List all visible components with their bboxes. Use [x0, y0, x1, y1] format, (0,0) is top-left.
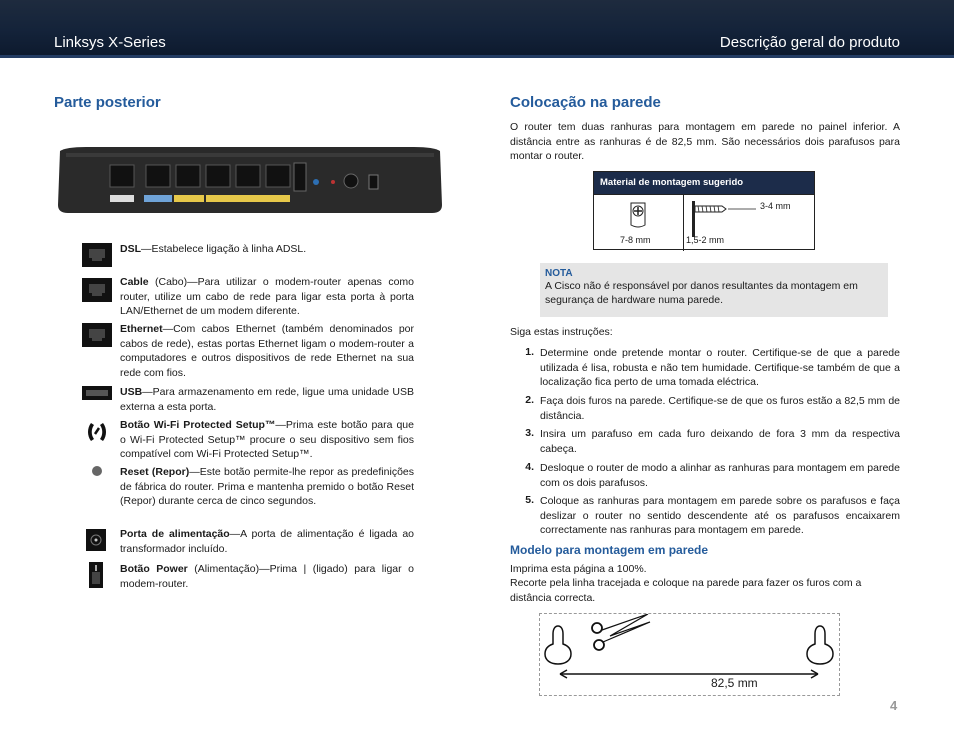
step-number: 5. — [525, 494, 534, 506]
usb-port-icon — [82, 386, 112, 400]
steps-intro: Siga estas instruções: — [510, 326, 613, 338]
screw-head-icon — [628, 201, 648, 229]
wall-mount-intro: O router tem duas ranhuras para montagem em parede no painel inferior. A distância entre as ranhuras é de 82,5 mm. São necessários dois parafusos para montar o router. — [510, 121, 900, 163]
template-drawing — [540, 614, 841, 697]
scissors-icon — [592, 614, 650, 650]
power-port-icon — [86, 529, 106, 551]
screw-head-cell — [594, 194, 684, 251]
ethernet-port-icon — [82, 323, 112, 347]
note-box — [540, 263, 888, 317]
wps-icon — [86, 420, 108, 444]
step-text: Coloque as ranhuras para montagem em parede sobre os parafusos e faça deslizar o router no sentido descendente até os parafusos encaixarem correctamente nas ranhuras para montagem em parede. — [540, 495, 900, 537]
screw-side-icon — [690, 199, 760, 239]
step-number: 1. — [525, 346, 534, 358]
step-text: Insira um parafuso em cada furo deixando de fora 3 mm da respectiva cabeça. — [540, 428, 900, 455]
right-section-heading: Colocação na parede — [510, 94, 661, 111]
reset-description: Reset (Repor)—Este botão permite-lhe repor as predefinições de fábrica do router. Prima e mantenha premido o botão Reset (Repor) durante cerca de cinco segundos. — [120, 466, 414, 508]
template-heading: Modelo para montagem em parede — [510, 543, 709, 557]
step-text: Determine onde pretende montar o router. Certifique-se de que a parede utilizada é lisa, robusta e não tem humidade. Certifique-se também de que a localização fica perto de uma tomada eléctrica. — [540, 347, 900, 389]
ethernet-port-icon — [82, 243, 112, 267]
mounting-hardware-table — [593, 171, 815, 250]
page-number: 4 — [890, 698, 898, 713]
page-header — [0, 0, 954, 58]
wps-description: Botão Wi-Fi Protected Setup™—Prima este botão para que o Wi-Fi Protected Setup™ procure o seu dispositivo sem fios compatível com Wi-Fi Protected Setup™. — [120, 419, 414, 461]
dsl-description: DSL—Estabelece ligação à linha ADSL. — [120, 243, 307, 255]
cable-description: Cable (Cabo)—Para utilizar o modem-router apenas como router, utilize um cabo de rede para ligar esta porta à porta LAN/Ethernet de um modem diferente. — [120, 276, 414, 318]
reset-button-icon — [91, 465, 103, 477]
template-distance-label: 82,5 mm — [711, 676, 758, 690]
power-button-icon — [89, 562, 103, 588]
table-header: Material de montagem sugerido — [594, 172, 814, 194]
power-port-description: Porta de alimentação—A porta de alimentação é ligada ao transformador incluído. — [120, 528, 414, 555]
screw-shaft-cell — [684, 194, 814, 251]
step-number: 2. — [525, 394, 534, 406]
ethernet-description: Ethernet—Com cabos Ethernet (também denominados por cabos de rede), estas portas Ethernet ligam o modem-router a computadores e outros dispositivos de rede Ethernet na sua rede com fios. — [120, 323, 414, 379]
section-title: Descrição geral do produto — [719, 34, 900, 51]
step-text: Faça dois furos na parede. Certifique-se de que os furos estão a 82,5 mm de distância. — [540, 395, 900, 422]
note-text: A Cisco não é responsável por danos resultantes da montagem em segurança de hardware numa parede. — [545, 280, 858, 307]
wall-mount-template — [539, 613, 840, 696]
shaft-size-label: 1,5-2 mm — [686, 235, 725, 245]
thread-size-label: 3-4 mm — [760, 201, 791, 211]
template-print-instruction: Imprima esta página a 100%. — [510, 563, 647, 575]
head-size-label: 7-8 mm — [620, 235, 651, 245]
step-number: 4. — [525, 461, 534, 473]
template-cut-instruction: Recorte pela linha tracejada e coloque na parede para fazer os furos com a distância correcta. — [510, 577, 862, 604]
power-button-description: Botão Power (Alimentação)—Prima | (ligado) para ligar o modem-router. — [120, 563, 414, 590]
product-series-title: Linksys X-Series — [54, 34, 166, 51]
left-section-heading: Parte posterior — [54, 94, 161, 111]
ethernet-port-icon — [82, 278, 112, 302]
router-back-panel-image — [56, 145, 444, 215]
step-number: 3. — [525, 427, 534, 439]
step-text: Desloque o router de modo a alinhar as ranhuras para montagem em parede com os dois parafusos. — [540, 462, 900, 489]
usb-description: USB—Para armazenamento em rede, ligue uma unidade USB externa a esta porta. — [120, 386, 414, 413]
note-title: NOTA — [545, 268, 573, 279]
